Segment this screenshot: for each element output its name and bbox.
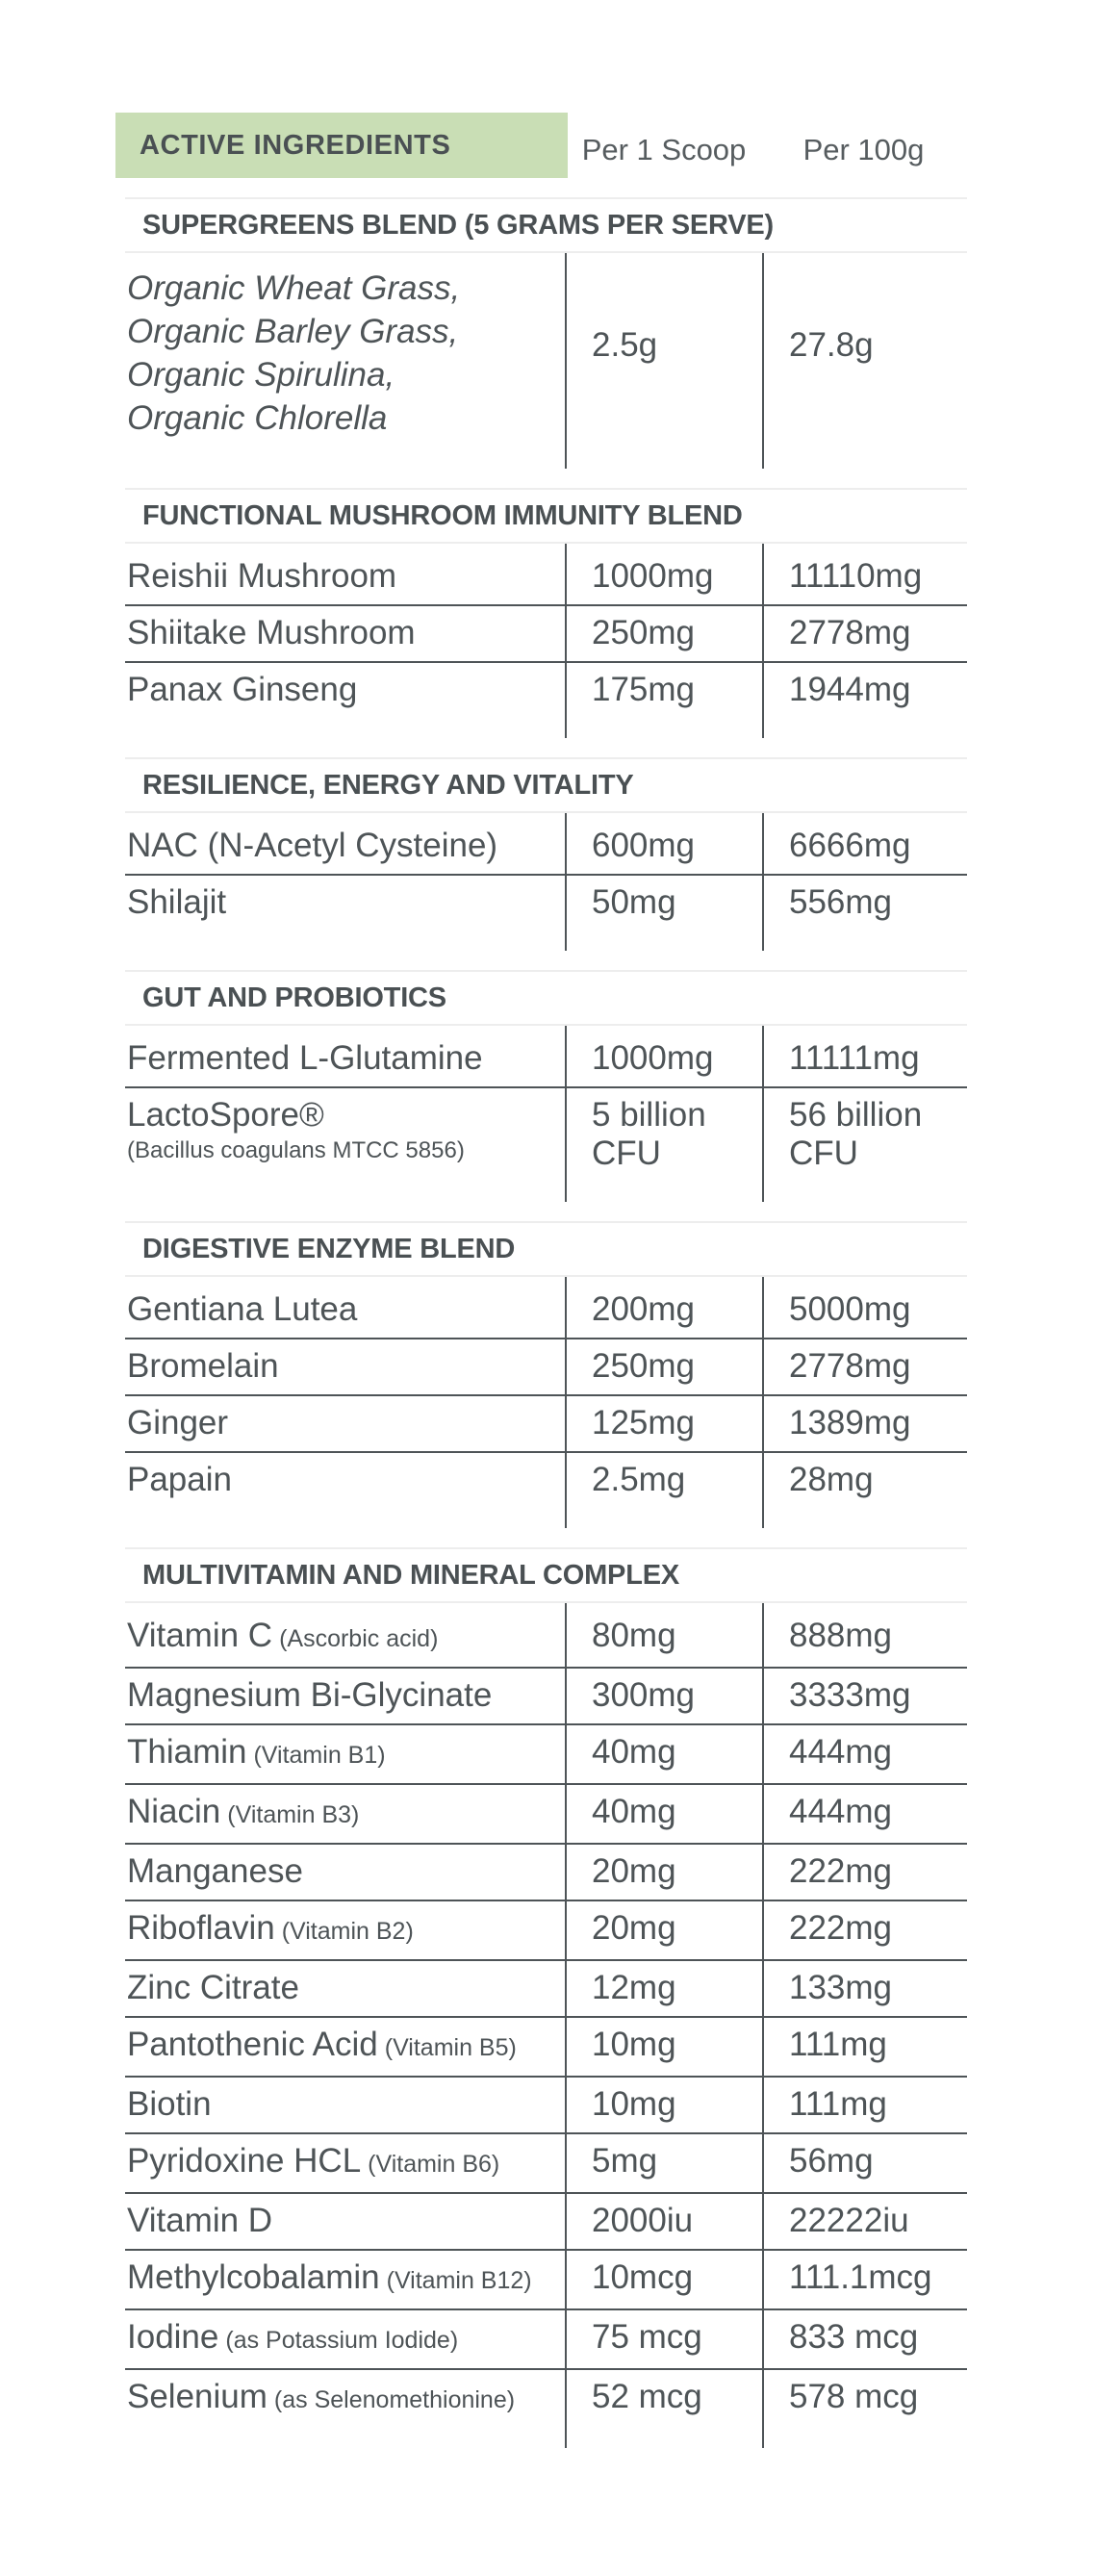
per-100g-value: 2778mg bbox=[762, 606, 967, 661]
per-100g-value: 3333mg bbox=[762, 1669, 967, 1723]
ingredient-name-cell bbox=[125, 1277, 565, 1338]
ingredient-name-cell bbox=[125, 2310, 565, 2368]
ingredient-section bbox=[125, 1221, 967, 1528]
ingredient-name: Thiamin bbox=[127, 1733, 247, 1771]
section-rows bbox=[125, 544, 967, 738]
ingredient-name: Ginger bbox=[127, 1404, 229, 1441]
per-scoop-value: 10mcg bbox=[565, 2251, 762, 2308]
table-row bbox=[125, 1603, 967, 1667]
ingredient-name-cell bbox=[125, 2078, 565, 2132]
per-scoop-value: 80mg bbox=[565, 1603, 762, 1667]
per-100g-value: 833 mcg bbox=[762, 2310, 967, 2368]
per-scoop-value: 20mg bbox=[565, 1845, 762, 1900]
per-100g-value: 11110mg bbox=[762, 544, 967, 604]
ingredient-name-cell bbox=[125, 1901, 565, 1959]
table-row bbox=[125, 2132, 967, 2192]
per-scoop-value: 2.5g bbox=[565, 253, 762, 469]
section-title-band bbox=[125, 970, 967, 1026]
per-100g-value: 22222iu bbox=[762, 2194, 967, 2249]
per-scoop-value: 50mg bbox=[565, 876, 762, 951]
table-row bbox=[125, 2249, 967, 2308]
ingredient-name-cell bbox=[125, 1453, 565, 1528]
ingredient-note: (Ascorbic acid) bbox=[279, 1625, 439, 1652]
per-100g-value: 222mg bbox=[762, 1845, 967, 1900]
ingredient-name: Manganese bbox=[127, 1852, 303, 1890]
ingredient-name: Riboflavin bbox=[127, 1909, 275, 1947]
ingredient-name: Selenium bbox=[127, 2378, 267, 2415]
per-100g-value: 111.1mcg bbox=[762, 2251, 967, 2308]
per-scoop-value: 125mg bbox=[565, 1396, 762, 1451]
ingredient-name: LactoSpore® bbox=[127, 1096, 324, 1134]
table-row bbox=[125, 1394, 967, 1451]
per-100g-value: 56 billion CFU bbox=[762, 1088, 967, 1202]
ingredient-section bbox=[125, 757, 967, 951]
ingredient-name-cell bbox=[125, 1785, 565, 1843]
ingredient-name: Pyridoxine HCL bbox=[127, 2142, 362, 2180]
ingredient-name-cell bbox=[125, 813, 565, 874]
ingredient-note: (Vitamin B6) bbox=[368, 2151, 500, 2178]
ingredient-name-cell bbox=[125, 606, 565, 661]
per-100g-value: 5000mg bbox=[762, 1277, 967, 1338]
table-row bbox=[125, 661, 967, 738]
per-100g-value: 1389mg bbox=[762, 1396, 967, 1451]
ingredient-name: Vitamin C bbox=[127, 1617, 273, 1654]
section-title: RESILIENCE, ENERGY AND VITALITY bbox=[142, 770, 634, 801]
section-rows bbox=[125, 1277, 967, 1528]
ingredient-subtext: (Bacillus coagulans MTCC 5856) bbox=[127, 1137, 465, 1163]
ingredient-name-cell bbox=[125, 2370, 565, 2448]
ingredient-name: Organic Wheat Grass, Organic Barley Grass, Organic Spirulina, Organic Chlorella bbox=[127, 269, 461, 437]
per-100g-value: 28mg bbox=[762, 1453, 967, 1528]
ingredient-name: Pantothenic Acid bbox=[127, 2026, 378, 2063]
table-row bbox=[125, 2308, 967, 2368]
per-100g-value: 111mg bbox=[762, 2078, 967, 2132]
section-title: DIGESTIVE ENZYME BLEND bbox=[142, 1234, 516, 1264]
ingredient-note: (as Potassium Iodide) bbox=[225, 2327, 459, 2354]
per-scoop-value: 75 mcg bbox=[565, 2310, 762, 2368]
ingredient-name-cell bbox=[125, 1845, 565, 1900]
table-row bbox=[125, 1277, 967, 1338]
section-rows bbox=[125, 253, 967, 469]
ingredient-name-cell bbox=[125, 663, 565, 738]
section-title-band bbox=[125, 197, 967, 253]
per-100g-value: 444mg bbox=[762, 1725, 967, 1783]
table-row bbox=[125, 1783, 967, 1843]
per-scoop-value: 600mg bbox=[565, 813, 762, 874]
per-100g-value: 444mg bbox=[762, 1785, 967, 1843]
section-rows bbox=[125, 813, 967, 951]
section-title: GUT AND PROBIOTICS bbox=[142, 982, 446, 1013]
per-100g-value: 11111mg bbox=[762, 1026, 967, 1086]
ingredient-name-cell bbox=[125, 2018, 565, 2076]
section-title: MULTIVITAMIN AND MINERAL COMPLEX bbox=[142, 1560, 679, 1591]
per-100g-value: 27.8g bbox=[762, 253, 967, 469]
ingredient-name-cell bbox=[125, 253, 565, 469]
per-scoop-value: 10mg bbox=[565, 2078, 762, 2132]
ingredient-name-cell bbox=[125, 876, 565, 951]
per-100g-value: 222mg bbox=[762, 1901, 967, 1959]
per-scoop-value: 12mg bbox=[565, 1961, 762, 2016]
section-title-band bbox=[125, 757, 967, 813]
page-title: ACTIVE INGREDIENTS bbox=[140, 129, 451, 161]
per-scoop-value: 175mg bbox=[565, 663, 762, 738]
ingredient-note: (Vitamin B3) bbox=[227, 1801, 360, 1828]
ingredient-name: Niacin bbox=[127, 1793, 221, 1830]
table-row bbox=[125, 2368, 967, 2448]
ingredient-name: NAC (N-Acetyl Cysteine) bbox=[127, 827, 498, 864]
per-100g-value: 56mg bbox=[762, 2134, 967, 2192]
per-scoop-value: 2.5mg bbox=[565, 1453, 762, 1528]
per-scoop-value: 52 mcg bbox=[565, 2370, 762, 2448]
table-row bbox=[125, 2076, 967, 2132]
ingredient-name-cell bbox=[125, 2194, 565, 2249]
table-row bbox=[125, 1026, 967, 1086]
per-100g-value: 578 mcg bbox=[762, 2370, 967, 2448]
per-scoop-value: 250mg bbox=[565, 606, 762, 661]
per-100g-value: 1944mg bbox=[762, 663, 967, 738]
ingredient-note: (Vitamin B5) bbox=[384, 2034, 517, 2061]
ingredient-name: Shilajit bbox=[127, 883, 227, 921]
ingredient-name: Biotin bbox=[127, 2085, 212, 2123]
per-scoop-value: 20mg bbox=[565, 1901, 762, 1959]
per-100g-value: 111mg bbox=[762, 2018, 967, 2076]
ingredient-name-cell bbox=[125, 1026, 565, 1086]
per-scoop-value: 1000mg bbox=[565, 1026, 762, 1086]
ingredient-name: Magnesium Bi-Glycinate bbox=[127, 1676, 493, 1714]
ingredient-section bbox=[125, 197, 967, 469]
ingredient-name-cell bbox=[125, 2251, 565, 2308]
per-scoop-value: 40mg bbox=[565, 1725, 762, 1783]
ingredient-section bbox=[125, 970, 967, 1202]
per-scoop-value: 250mg bbox=[565, 1339, 762, 1394]
supplement-facts-panel bbox=[0, 113, 1095, 2576]
column-header-per-scoop: Per 1 Scoop bbox=[581, 133, 747, 166]
per-scoop-value: 300mg bbox=[565, 1669, 762, 1723]
table-row bbox=[125, 604, 967, 661]
ingredient-name: Papain bbox=[127, 1461, 232, 1498]
per-100g-value: 133mg bbox=[762, 1961, 967, 2016]
per-scoop-value: 40mg bbox=[565, 1785, 762, 1843]
ingredient-name: Zinc Citrate bbox=[127, 1969, 299, 2006]
per-100g-value: 556mg bbox=[762, 876, 967, 951]
section-title-band bbox=[125, 1221, 967, 1277]
ingredient-name: Bromelain bbox=[127, 1347, 279, 1385]
column-header-per-100g: Per 100g bbox=[802, 133, 925, 166]
table-row bbox=[125, 813, 967, 874]
per-100g-value: 888mg bbox=[762, 1603, 967, 1667]
ingredient-name: Fermented L-Glutamine bbox=[127, 1039, 483, 1077]
table-row bbox=[125, 544, 967, 604]
table-row bbox=[125, 1086, 967, 1202]
ingredient-name-cell bbox=[125, 1396, 565, 1451]
ingredient-name: Iodine bbox=[127, 2318, 219, 2356]
section-rows bbox=[125, 1026, 967, 1202]
section-rows bbox=[125, 1603, 967, 2448]
ingredient-name-cell bbox=[125, 1961, 565, 2016]
ingredient-name: Shiitake Mushroom bbox=[127, 614, 416, 651]
table-row bbox=[125, 1338, 967, 1394]
table-row bbox=[125, 2016, 967, 2076]
table-row bbox=[125, 1959, 967, 2016]
table-row bbox=[125, 253, 967, 469]
table-row bbox=[125, 1667, 967, 1723]
ingredient-note: (Vitamin B1) bbox=[253, 1742, 386, 1769]
ingredient-name-cell bbox=[125, 1725, 565, 1783]
per-100g-value: 2778mg bbox=[762, 1339, 967, 1394]
ingredients-table bbox=[125, 197, 967, 2448]
table-header bbox=[115, 113, 967, 178]
ingredient-note: (Vitamin B2) bbox=[281, 1918, 414, 1945]
table-row bbox=[125, 1843, 967, 1900]
ingredient-name-cell bbox=[125, 2134, 565, 2192]
ingredient-name: Gentiana Lutea bbox=[127, 1290, 358, 1328]
table-row bbox=[125, 2192, 967, 2249]
per-scoop-value: 2000iu bbox=[565, 2194, 762, 2249]
per-100g-value: 6666mg bbox=[762, 813, 967, 874]
ingredient-name-cell bbox=[125, 544, 565, 604]
section-title-band bbox=[125, 488, 967, 544]
section-title: FUNCTIONAL MUSHROOM IMMUNITY BLEND bbox=[142, 500, 743, 531]
ingredient-name-cell bbox=[125, 1603, 565, 1667]
ingredient-section bbox=[125, 488, 967, 738]
ingredient-name-cell bbox=[125, 1088, 565, 1202]
per-scoop-value: 200mg bbox=[565, 1277, 762, 1338]
section-title-band bbox=[125, 1547, 967, 1603]
table-row bbox=[125, 1900, 967, 1959]
ingredient-section bbox=[125, 1547, 967, 2448]
ingredient-name: Vitamin D bbox=[127, 2202, 273, 2239]
table-row bbox=[125, 1723, 967, 1783]
per-scoop-value: 5mg bbox=[565, 2134, 762, 2192]
ingredient-name: Reishii Mushroom bbox=[127, 557, 397, 595]
ingredient-name: Panax Ginseng bbox=[127, 671, 358, 708]
table-row bbox=[125, 1451, 967, 1528]
ingredient-name: Methylcobalamin bbox=[127, 2258, 380, 2296]
per-scoop-value: 1000mg bbox=[565, 544, 762, 604]
ingredient-note: (Vitamin B12) bbox=[386, 2267, 532, 2294]
table-row bbox=[125, 874, 967, 951]
ingredient-note: (as Selenomethionine) bbox=[273, 2386, 516, 2413]
per-scoop-value: 5 billion CFU bbox=[565, 1088, 762, 1202]
per-scoop-value: 10mg bbox=[565, 2018, 762, 2076]
ingredient-name-cell bbox=[125, 1339, 565, 1394]
active-ingredients-header bbox=[115, 113, 568, 178]
section-title: SUPERGREENS BLEND (5 GRAMS PER SERVE) bbox=[142, 210, 774, 241]
ingredient-name-cell bbox=[125, 1669, 565, 1723]
